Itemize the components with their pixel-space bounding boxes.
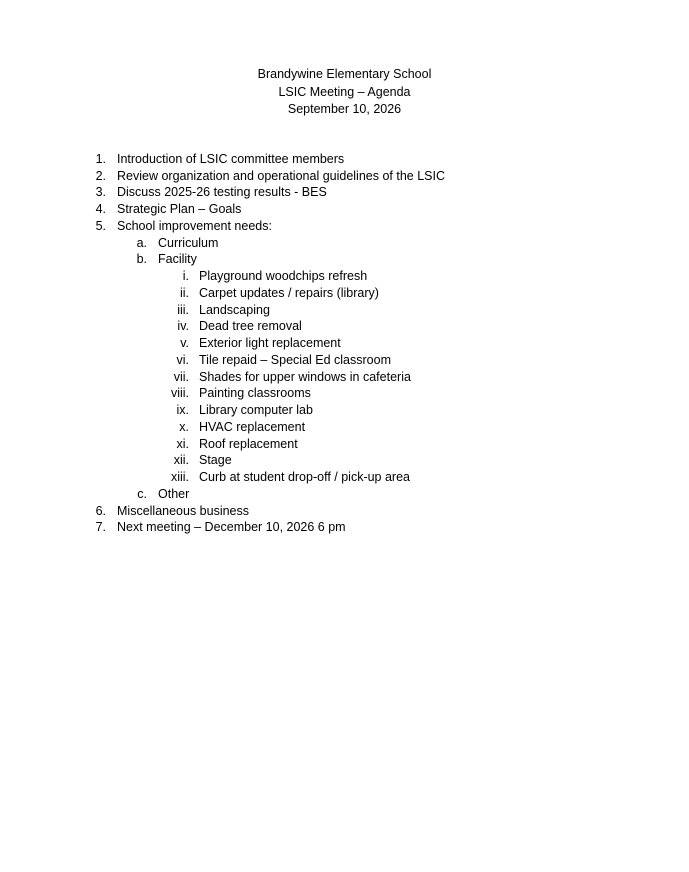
facility-item-text: Library computer lab bbox=[199, 403, 313, 417]
facility-item-numeral: xiii. bbox=[170, 470, 189, 484]
facility-item-text: Roof replacement bbox=[199, 437, 298, 451]
agenda-item-text: School improvement needs: bbox=[117, 219, 272, 233]
sub-item-letter: c. bbox=[137, 487, 147, 501]
facility-item-numeral: xii. bbox=[173, 453, 189, 467]
facility-item-text: Stage bbox=[199, 453, 232, 467]
agenda-item-text: Next meeting – December 10, 2026 6 pm bbox=[117, 520, 346, 534]
agenda-item-text: Miscellaneous business bbox=[117, 504, 250, 518]
facility-item-text: Curb at student drop-off / pick-up area bbox=[199, 470, 410, 484]
agenda-item-number: 1. bbox=[95, 152, 106, 166]
facility-item-numeral: x. bbox=[179, 420, 189, 434]
facility-item-text: Shades for upper windows in cafeteria bbox=[199, 370, 411, 384]
facility-item-text: Exterior light replacement bbox=[199, 336, 341, 350]
meeting-title: LSIC Meeting – Agenda bbox=[278, 84, 411, 99]
facility-item-numeral: i. bbox=[182, 269, 189, 283]
facility-item-text: Tile repaid – Special Ed classroom bbox=[199, 353, 391, 367]
agenda-item-number: 7. bbox=[95, 520, 106, 534]
agenda-item-text: Discuss 2025-26 testing results - BES bbox=[117, 185, 327, 199]
facility-item-text: Dead tree removal bbox=[199, 319, 302, 333]
agenda-item-number: 4. bbox=[95, 202, 106, 216]
agenda-item-number: 3. bbox=[95, 185, 106, 199]
facility-item-numeral: ii. bbox=[179, 286, 189, 300]
sub-item-text: Other bbox=[158, 487, 190, 501]
facility-item-numeral: ix. bbox=[176, 403, 189, 417]
agenda-item-number: 6. bbox=[95, 504, 106, 518]
facility-item-text: HVAC replacement bbox=[199, 420, 306, 434]
sub-item-letter: a. bbox=[136, 236, 147, 250]
school-name: Brandywine Elementary School bbox=[257, 67, 432, 81]
facility-item-numeral: viii. bbox=[170, 386, 189, 400]
meeting-date: September 10, 2026 bbox=[287, 102, 402, 116]
agenda-item-text: Introduction of LSIC committee members bbox=[117, 152, 345, 166]
sub-item-text: Facility bbox=[158, 252, 197, 266]
facility-item-numeral: vi. bbox=[176, 353, 189, 367]
agenda-item-text: Review organization and operational guidelines of the LSIC bbox=[117, 169, 445, 183]
facility-item-numeral: xi. bbox=[176, 437, 189, 451]
agenda-item-text: Strategic Plan – Goals bbox=[117, 202, 242, 216]
facility-item-text: Carpet updates / repairs (library) bbox=[199, 286, 379, 300]
sub-item-letter: b. bbox=[136, 252, 147, 266]
sub-item-text: Curriculum bbox=[158, 236, 219, 250]
document-header bbox=[0, 66, 689, 119]
facility-item-text: Painting classrooms bbox=[199, 386, 311, 400]
facility-item-text: Landscaping bbox=[199, 303, 270, 317]
facility-item-numeral: iii. bbox=[177, 303, 189, 317]
agenda-item-number: 5. bbox=[95, 219, 106, 233]
facility-item-text: Playground woodchips refresh bbox=[199, 269, 368, 283]
facility-item-numeral: iv. bbox=[177, 319, 189, 333]
agenda-item-number: 2. bbox=[95, 169, 106, 183]
facility-item-numeral: v. bbox=[180, 336, 189, 350]
facility-item-numeral: vii. bbox=[173, 370, 189, 384]
